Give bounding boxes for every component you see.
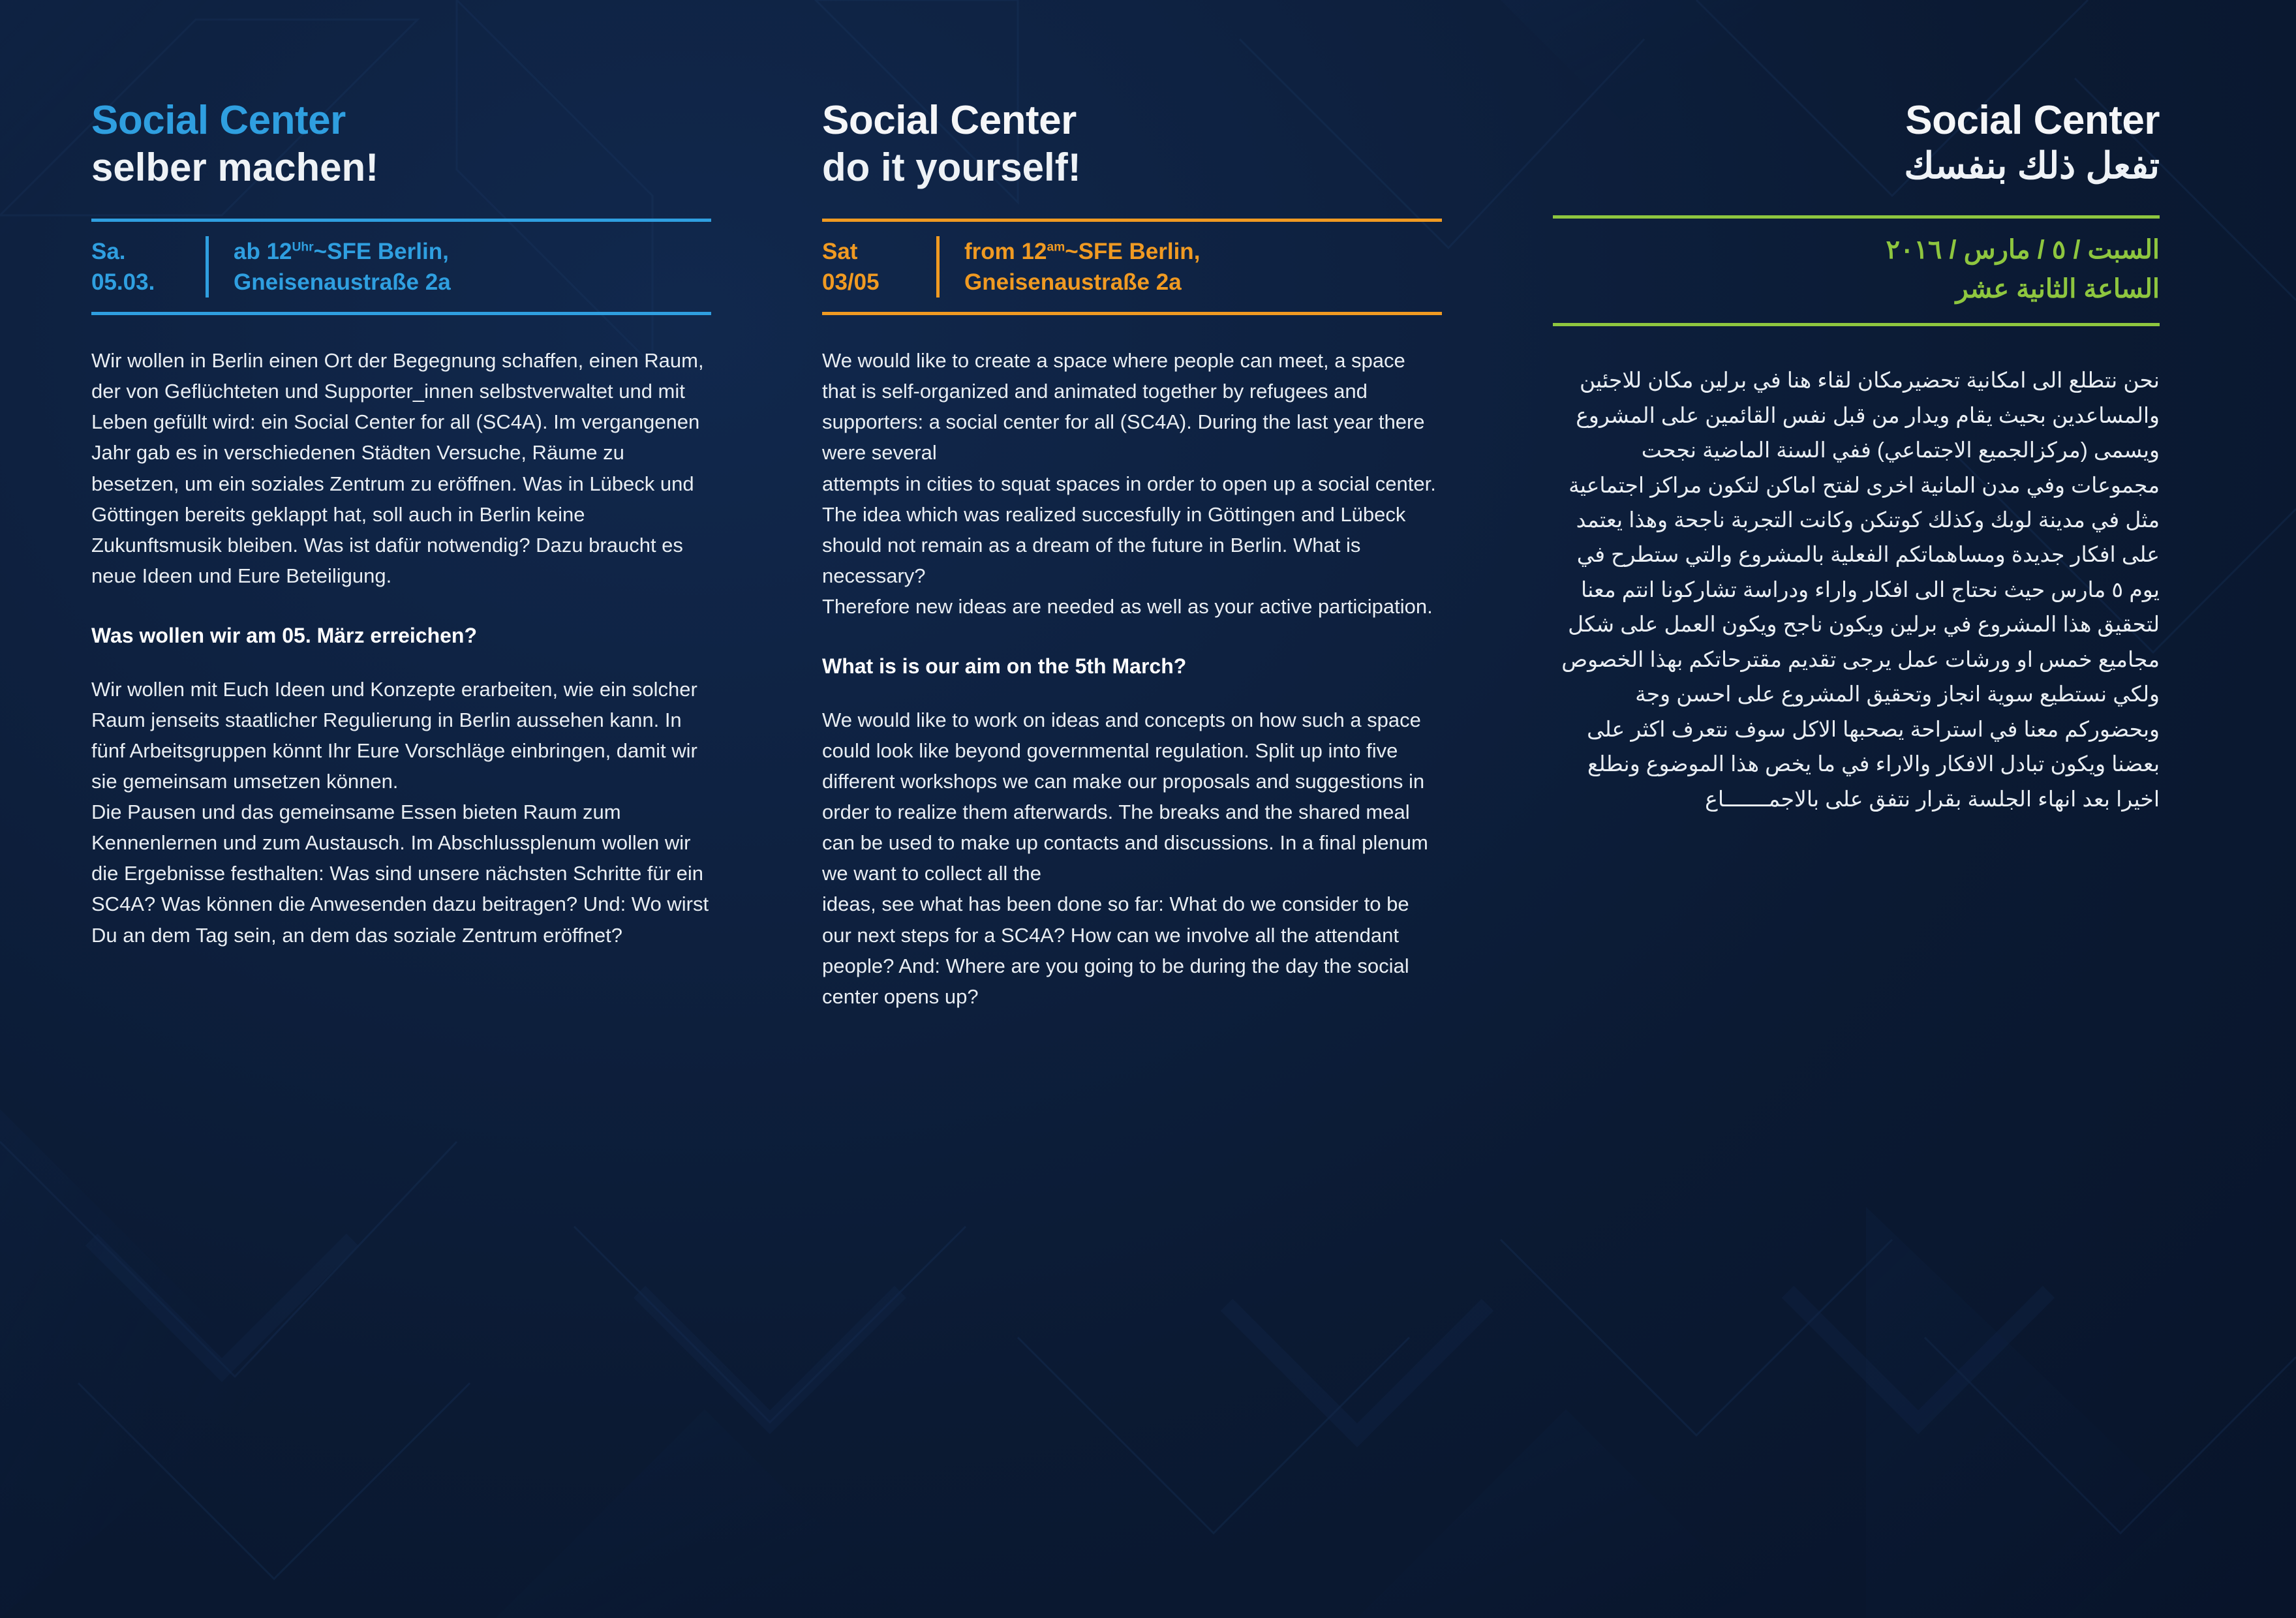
date-left-german (91, 236, 206, 298)
paragraph-arabic-1: نحن نتطلع الى امكانية تحضيرمكان لقاء هنا في برلين مكان للاجئين والمساعدين بحيث يقام ويدار من قبل نفس القائمين على المشروع ويسمى (مركزالجميع الاجتماعي) ففي السنة الماضية نجحت مجموعات وفي مدن المانية اخرى لفتح اماكن لتكون مراكز اجتماعية مثل في مدينة لوبك وكذلك كوتنكن وكانت التجربة ناجحة وهذا يعتمد على افكار جديدة ومساهماتكم الفعلية بالمشروع والتي ستطرح في يوم ٥ مارس حيث نحتاج الى افكار واراء ودراسة تشاركونا انتم معنا لتحقيق هذا المشروع في برلين ويكون ناجح ويكون العمل على شكل مجاميع خمس او ورشات عمل يرجى تقديم مقترحاتكم بهذا الخصوص ولكي نستطيع سوية انجاز وتحقيق المشروع على احسن وجة وبحضوركم معنا في استراحة يصحبها الاكل سوف نتعرف اكثر على بعضنا ويكون تبادل الافكار والاراء في ما يخص هذا الموضوع ونطلع اخيرا بعد انهاء الجلسة بقرار نتفق على بالاجمـــــــاع (1561, 368, 2160, 811)
date-right-german (234, 236, 451, 298)
date-separator-english (936, 236, 940, 298)
date-separator-german (206, 236, 209, 298)
title-arabic: Social Center (1905, 98, 2160, 143)
dateblock-german (91, 222, 711, 313)
body-arabic (1553, 363, 2160, 816)
time-pre-english: from 12 (964, 238, 1047, 264)
column-english (822, 98, 1553, 1618)
address-english: Gneisenaustraße 2a (964, 269, 1182, 295)
title-german: Social Center (91, 98, 346, 143)
column-german (91, 98, 822, 1618)
title-english: Social Center (822, 98, 1077, 143)
time-post-english: ~SFE Berlin, (1065, 238, 1201, 264)
paragraph-english-1: We would like to create a space where people can meet, a space that is self-organized and animated together by refugees and supporters: a social center for all (SC4A). During the last year there were several (822, 349, 1425, 465)
dateblock-english (822, 222, 1442, 313)
divider-bottom-english (822, 312, 1442, 315)
paragraph-german-1: Wir wollen in Berlin einen Ort der Begegnung schaffen, einen Raum, der von Geflüchteten und Supporter_innen selbstverwaltet und mit Leben gefüllt wird: ein Social Center for all (SC4A). Im vergangenen Jahr gab es in verschiedenen Städten Versuche, Räume zu besetzen, um ein soziales Zentrum zu eröffnen. Was in Lübeck und Göttingen bereits geklappt hat, soll auch in Berlin keine Zukunftsmusik bleiben. Was ist dafür notwendig? Dazu braucht es neue Ideen und Eure Beteiligung. (91, 349, 704, 587)
time-line1-german (234, 236, 451, 267)
address-german: Gneisenaustraße 2a (234, 269, 451, 295)
heading-english: What is is our aim on the 5th March? (822, 654, 1187, 679)
date-line2-arabic: الساعة الثانية عشر (1955, 275, 2160, 304)
time-post-german: ~SFE Berlin, (313, 238, 449, 264)
date-right-english (964, 236, 1200, 298)
subtitle-english: do it yourself! (822, 145, 1081, 190)
paragraph-german-3: Die Pausen und das gemeinsame Essen bieten Raum zum Kennenlernen und zum Austausch. Im Abschlussplenum wollen wir die Ergebnisse festhalten: Was sind unsere nächsten Schritte für ein SC4A? Was können die Anwesenden dazu beitragen? Und: Wo wirst Du an dem Tag sein, an dem das soziale Zentrum eröffnet? (91, 801, 709, 947)
date-num-german: 05.03. (91, 269, 155, 295)
time-sup-english: am (1047, 239, 1065, 254)
time-pre-german: ab 12 (234, 238, 292, 264)
dateblock-arabic (1553, 219, 2160, 323)
divider-bottom-german (91, 312, 711, 315)
date-day-english: Sat (822, 238, 858, 264)
paragraph-english-1b: attempts in cities to squat spaces in order to open up a social center. The idea which was realized succesfully in Göttingen and Lübeck should not remain as a dream of the future in Berlin. What is necessary? (822, 472, 1436, 587)
paragraph-english-1c: Therefore new ideas are needed as well as your active participation. (822, 595, 1433, 618)
date-num-english: 03/05 (822, 269, 880, 295)
time-line1-english (964, 236, 1200, 267)
paragraph-german-2: Wir wollen mit Euch Ideen und Konzepte erarbeiten, wie ein solcher Raum jenseits staatlicher Regulierung in Berlin aussehen kann. In fünf Arbeitsgruppen könnt Ihr Eure Vorschläge einbringen, damit wir sie gemeinsam umsetzen können. (91, 677, 697, 793)
divider-bottom-arabic (1553, 323, 2160, 326)
paragraph-english-2: We would like to work on ideas and concepts on how such a space could look like beyond governmental regulation. Split up into five different workshops we can make our proposals and suggestions in order to realize them afterwards. The breaks and the shared meal can be used to make up contacts and discussions. In a final plenum we want to collect all the (822, 708, 1428, 885)
date-left-english (822, 236, 936, 298)
time-sup-german: Uhr (292, 239, 314, 254)
subtitle-german: selber machen! (91, 145, 379, 190)
date-line1-arabic: السبت / ٥ / مارس / ٢٠١٦ (1886, 236, 2160, 265)
date-right-arabic (1553, 230, 2160, 309)
body-german (91, 345, 711, 950)
subtitle-arabic: تفعل ذلك بنفسك (1904, 145, 2160, 187)
paragraph-english-2b: ideas, see what has been done so far: What do we consider to be our next steps for a SC4A? How can we involve all the attendant people? And: Where are you going to be during the day the social center opens up? (822, 893, 1409, 1008)
body-english (822, 345, 1442, 1012)
column-arabic (1553, 98, 2160, 1618)
heading-german: Was wollen wir am 05. März erreichen? (91, 624, 478, 647)
date-day-german: Sa. (91, 238, 126, 264)
